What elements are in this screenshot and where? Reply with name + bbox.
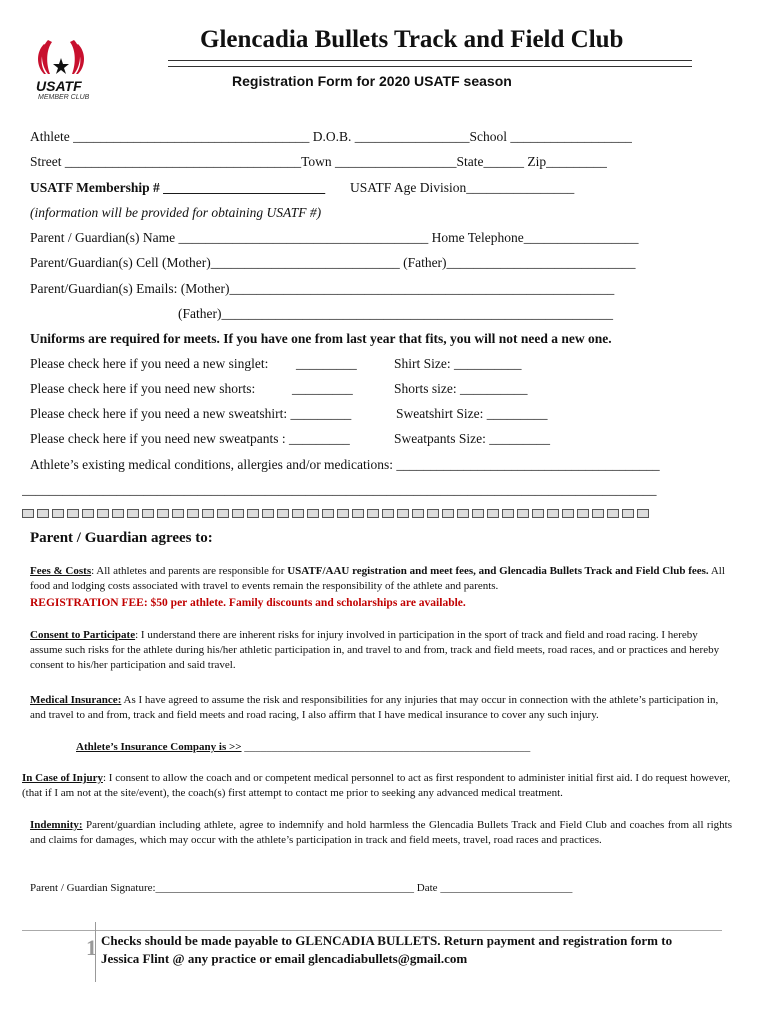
insurance-company-blank[interactable]: ____________________________________________________ bbox=[244, 741, 531, 753]
uniforms-heading: Uniforms are required for meets. If you have one from last year that fits, you will not need a new one. bbox=[30, 331, 612, 346]
fees-paragraph bbox=[30, 564, 725, 594]
footer-note-line-2: Jessica Flint @ any practice or email glencadiabullets@gmail.com bbox=[101, 951, 468, 966]
separator-boxes bbox=[22, 509, 662, 521]
guardian-emails-row[interactable]: Parent/Guardian(s) Emails: (Mother)_________________________________________________________ bbox=[30, 281, 615, 296]
shorts-check-blank[interactable]: _________ bbox=[292, 381, 353, 396]
shorts-check-label: Please check here if you need new shorts: bbox=[30, 381, 256, 396]
insurance-text: As I have agreed to assume the risk and responsibilities for any injuries that may occur in connection with the athlete’s participation in, and travel to and from, track and field meets and road racing, I also affirm that I have medical insurance to cover any such injury. bbox=[30, 694, 719, 721]
fees-bold: USATF/AAU registration and meet fees, and Glencadia Bullets Track and Field Club fees. bbox=[287, 565, 709, 577]
shirt-size-field[interactable]: Shirt Size: __________ bbox=[394, 356, 522, 371]
page-number: 1 bbox=[86, 935, 97, 960]
sweatpants-size-field[interactable]: Sweatpants Size: _________ bbox=[394, 431, 550, 446]
registration-fee: REGISTRATION FEE: $50 per athlete. Family discounts and scholarships are available. bbox=[30, 597, 466, 609]
sweatpants-check-row[interactable]: Please check here if you need new sweatpants : _________ bbox=[30, 431, 350, 446]
form-subtitle: Registration Form for 2020 USATF season bbox=[232, 73, 512, 89]
usatf-membership-field[interactable]: USATF Membership # ________________________ bbox=[30, 180, 326, 195]
father-email-row[interactable]: (Father)__________________________________________________________ bbox=[178, 306, 613, 321]
guardian-cell-row[interactable]: Parent/Guardian(s) Cell (Mother)____________________________ (Father)____________________________ bbox=[30, 255, 636, 270]
insurance-label: Medical Insurance: bbox=[30, 694, 122, 706]
form-title: Glencadia Bullets Track and Field Club bbox=[200, 26, 624, 53]
membership-note: (information will be provided for obtaining USATF #) bbox=[30, 205, 322, 220]
injury-paragraph bbox=[22, 771, 732, 801]
logo-text: USATF bbox=[36, 78, 82, 94]
indemnity-label: Indemnity: bbox=[30, 819, 83, 831]
insurance-company-label: Athlete’s Insurance Company is >> bbox=[76, 741, 242, 753]
athlete-row[interactable]: Athlete ___________________________________ D.O.B. _________________School __________________ bbox=[30, 129, 632, 144]
consent-paragraph bbox=[30, 628, 720, 673]
logo-subtext: MEMBER CLUB bbox=[38, 94, 90, 101]
fees-text-1: : All athletes and parents are responsible for bbox=[91, 565, 288, 577]
shorts-size-field[interactable]: Shorts size: __________ bbox=[394, 381, 528, 396]
guardian-name-row[interactable]: Parent / Guardian(s) Name _____________________________________ Home Telephone_________________ bbox=[30, 230, 639, 245]
usatf-age-division-field[interactable]: USATF Age Division________________ bbox=[350, 180, 575, 195]
medical-conditions-field[interactable]: Athlete’s existing medical conditions, allergies and/or medications: _______________________________________ bbox=[30, 457, 660, 472]
sweatshirt-check-row[interactable]: Please check here if you need a new sweatshirt: _________ bbox=[30, 406, 352, 421]
sweatshirt-size-field[interactable]: Sweatshirt Size: _________ bbox=[396, 406, 548, 421]
insurance-company-row[interactable] bbox=[76, 740, 530, 755]
signature-date-row[interactable]: Parent / Guardian Signature:_______________________________________________ Date ________________________ bbox=[30, 882, 573, 894]
fees-label: Fees & Costs bbox=[30, 565, 92, 577]
footer-divider bbox=[22, 930, 722, 931]
indemnity-paragraph bbox=[30, 818, 732, 848]
indemnity-text: Parent/guardian including athlete, agree to indemnify and hold harmless the Glencadia Bullets Track and Field Club and coaches from all rights and claims for damages, which may occur with the athlete’s participation in track and field meets, travel, road races and practices. bbox=[30, 819, 732, 846]
medical-conditions-line[interactable]: ______________________________________________________________________________________________ bbox=[22, 482, 657, 497]
injury-text: : I consent to allow the coach and or competent medical personnel to act as first respondent to administer initial first aid. I do request however, (that if I am not at the site/event), the coach(s) first attempt to contact me prior to seeking any advanced medical treatment. bbox=[22, 772, 731, 799]
insurance-paragraph bbox=[30, 693, 730, 723]
consent-label: Consent to Participate bbox=[30, 629, 136, 641]
address-row[interactable]: Street ___________________________________Town __________________State______ Zip_________ bbox=[30, 154, 607, 169]
title-divider bbox=[168, 60, 692, 67]
consent-text: : I understand there are inherent risks for injury involved in participation in the sport of track and field and road racing. I hereby assume such risks for the athlete during his/her athletic participation in, and travel to and from, track and field meets, road races, and or practices and hereby consent to his/her participation and said travel. bbox=[30, 629, 720, 671]
footer-note-line-1: Checks should be made payable to GLENCADIA BULLETS. Return payment and registration form to bbox=[101, 933, 673, 948]
injury-label: In Case of Injury bbox=[22, 772, 103, 784]
singlet-check-blank[interactable]: _________ bbox=[296, 356, 357, 371]
agreement-heading: Parent / Guardian agrees to: bbox=[30, 530, 213, 546]
fees-text-2: All food and lodging costs associated with travel to events remain the responsibility of the athlete and parents. bbox=[30, 565, 725, 592]
singlet-check-label: Please check here if you need a new singlet: bbox=[30, 356, 269, 371]
